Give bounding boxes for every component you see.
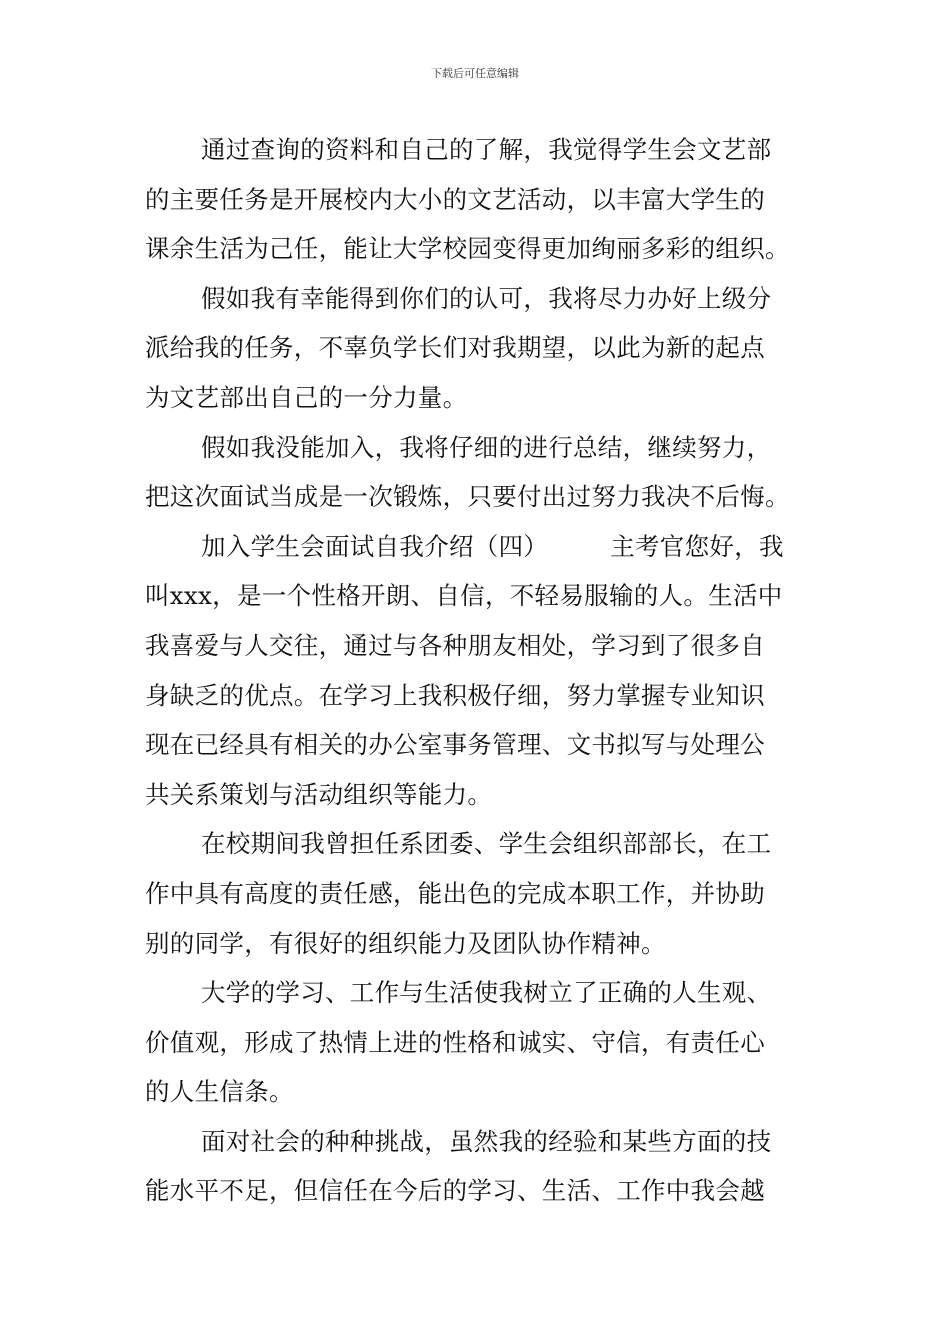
line-text: 叫xxx，是一个性格开朗、自信，不轻易服输的人。生活中 [145, 581, 783, 611]
line-text: 派给我的任务，不辜负学长们对我期望，以此为新的起点 [145, 333, 765, 363]
text-line [145, 1117, 807, 1167]
line-text: 在校期间我曾担任系团委、学生会组织部部长，在工 [201, 829, 772, 859]
text-line [145, 919, 807, 969]
line-text: 假如我有幸能得到你们的认可，我将尽力办好上级分 [201, 283, 772, 313]
line-text: 课余生活为己任，能让大学校园变得更加绚丽多彩的组织。 [145, 234, 790, 264]
line-text: 别的同学，有很好的组织能力及团队协作精神。 [145, 928, 666, 958]
line-text: 价值观，形成了热情上进的性格和诚实、守信，有责任心 [145, 1027, 765, 1057]
line-text: 假如我没能加入，我将仔细的进行总结，继续努力， [201, 432, 772, 462]
text-line [145, 423, 807, 473]
text-line [145, 224, 807, 274]
text-line [145, 274, 807, 324]
text-line [145, 671, 807, 721]
text-line [145, 472, 807, 522]
text-line [145, 125, 807, 175]
line-text: 共关系策划与活动组织等能力。 [145, 779, 493, 809]
page-header: 下载后可任意编辑 [431, 67, 519, 80]
text-line [145, 819, 807, 869]
line-text: 身缺乏的优点。在学习上我积极仔细，努力掌握专业知识 [145, 680, 765, 710]
text-line [145, 571, 807, 621]
text-line [145, 720, 807, 770]
text-line [145, 869, 807, 919]
line-text: 的人生信条。 [145, 1077, 294, 1107]
text-line [145, 968, 807, 1018]
text-line [145, 621, 807, 671]
line-text: 通过查询的资料和自己的了解，我觉得学生会文艺部 [201, 135, 772, 164]
text-line [145, 323, 807, 373]
text-line [145, 373, 807, 423]
line-text: 为文艺部出自己的一分力量。 [145, 382, 468, 412]
text-line [145, 1018, 807, 1068]
line-text: 把这次面试当成是一次锻炼，只要付出过努力我决不后悔。 [145, 482, 790, 512]
line-text-continued: 主考官您好，我 [610, 531, 784, 561]
line-text: 作中具有高度的责任感，能出色的完成本职工作，并协助 [145, 878, 765, 908]
line-text: 面对社会的种种挑战，虽然我的经验和某些方面的技 [201, 1126, 772, 1156]
text-line [145, 522, 807, 572]
line-text: 的主要任务是开展校内大小的文艺活动，以丰富大学生的 [145, 184, 765, 214]
text-line [145, 1067, 807, 1117]
line-text: 现在已经具有相关的办公室事务管理、文书拟写与处理公 [145, 730, 765, 760]
line-text: 加入学生会面试自我介绍（四） [201, 531, 549, 561]
body-text [145, 125, 807, 1216]
line-text: 能水平不足，但信任在今后的学习、生活、工作中我会越 [145, 1176, 765, 1206]
text-line [145, 770, 807, 820]
text-line [145, 175, 807, 225]
text-line [145, 1166, 807, 1216]
line-text: 大学的学习、工作与生活使我树立了正确的人生观、 [201, 978, 772, 1008]
line-text: 我喜爱与人交往，通过与各种朋友相处，学习到了很多自 [145, 630, 765, 660]
